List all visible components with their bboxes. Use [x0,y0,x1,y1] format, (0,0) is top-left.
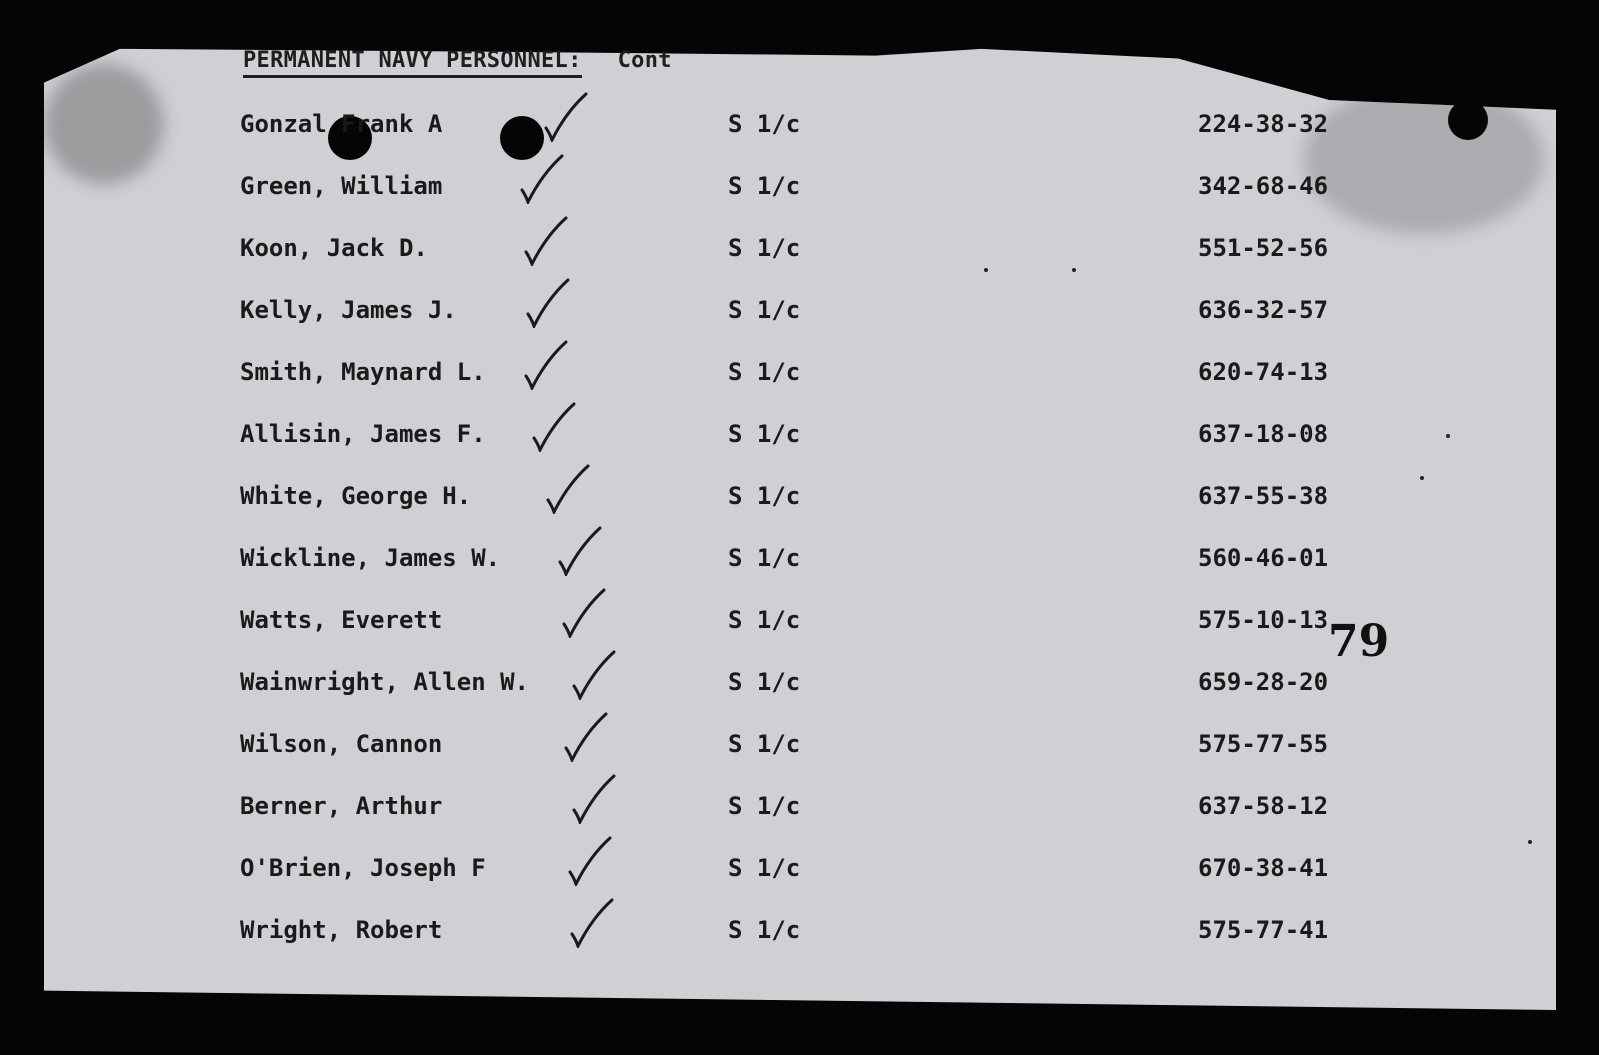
check-mark-icon [522,216,568,266]
page-number-stamp: 79 [1328,616,1390,667]
check-mark-icon [530,402,576,452]
service-number: 637-18-08 [1198,420,1329,448]
personnel-name: Smith, Maynard L. [240,358,486,386]
service-number: 224-38-32 [1198,110,1329,138]
personnel-rate: S 1/c [728,110,801,138]
list-item [0,730,1599,770]
list-item [0,358,1599,398]
personnel-name: Wilson, Cannon [240,730,443,758]
header-title: PERMANENT NAVY PERSONNEL: [243,48,582,78]
personnel-rate: S 1/c [728,234,801,262]
personnel-rate: S 1/c [728,792,801,820]
list-item [0,110,1599,150]
paper-speck [1420,476,1424,480]
service-number: 659-28-20 [1198,668,1329,696]
page-header [243,48,672,73]
check-mark-icon [556,526,602,576]
check-mark-icon [544,464,590,514]
service-number: 342-68-46 [1198,172,1329,200]
personnel-name: Koon, Jack D. [240,234,428,262]
list-item [0,420,1599,460]
personnel-rate: S 1/c [728,544,801,572]
list-item [0,296,1599,336]
personnel-name: Wickline, James W. [240,544,501,572]
personnel-name: White, George H. [240,482,472,510]
service-number: 575-77-55 [1198,730,1329,758]
check-mark-icon [518,154,564,204]
personnel-rate: S 1/c [728,668,801,696]
personnel-name: Berner, Arthur [240,792,443,820]
header-continuation: Cont [617,48,672,73]
check-mark-icon [570,774,616,824]
list-item [0,482,1599,522]
personnel-rate: S 1/c [728,358,801,386]
personnel-rate: S 1/c [728,420,801,448]
service-number: 620-74-13 [1198,358,1329,386]
check-mark-icon [522,340,568,390]
personnel-name: Wright, Robert [240,916,443,944]
list-item [0,854,1599,894]
personnel-name: Watts, Everett [240,606,443,634]
personnel-rate: S 1/c [728,730,801,758]
personnel-rate: S 1/c [728,482,801,510]
service-number: 637-58-12 [1198,792,1329,820]
list-item [0,792,1599,832]
personnel-name: Green, William [240,172,443,200]
personnel-rate: S 1/c [728,296,801,324]
check-mark-icon [524,278,570,328]
service-number: 637-55-38 [1198,482,1329,510]
list-item [0,172,1599,212]
personnel-rate: S 1/c [728,916,801,944]
personnel-name: O'Brien, Joseph F [240,854,486,882]
check-mark-icon [542,92,588,142]
list-item [0,668,1599,708]
list-item [0,544,1599,584]
personnel-name: Allisin, James F. [240,420,486,448]
service-number: 575-77-41 [1198,916,1329,944]
list-item [0,916,1599,956]
check-mark-icon [568,898,614,948]
service-number: 636-32-57 [1198,296,1329,324]
service-number: 575-10-13 [1198,606,1329,634]
check-mark-icon [566,836,612,886]
personnel-rate: S 1/c [728,606,801,634]
service-number: 551-52-56 [1198,234,1329,262]
service-number: 670-38-41 [1198,854,1329,882]
service-number: 560-46-01 [1198,544,1329,572]
list-item [0,234,1599,274]
personnel-name: Gonzal Frank A [240,110,443,138]
check-mark-icon [560,588,606,638]
personnel-name: Kelly, James J. [240,296,457,324]
paper-speck [1528,840,1532,844]
personnel-name: Wainwright, Allen W. [240,668,529,696]
personnel-rate: S 1/c [728,854,801,882]
check-mark-icon [570,650,616,700]
personnel-rate: S 1/c [728,172,801,200]
check-mark-icon [562,712,608,762]
